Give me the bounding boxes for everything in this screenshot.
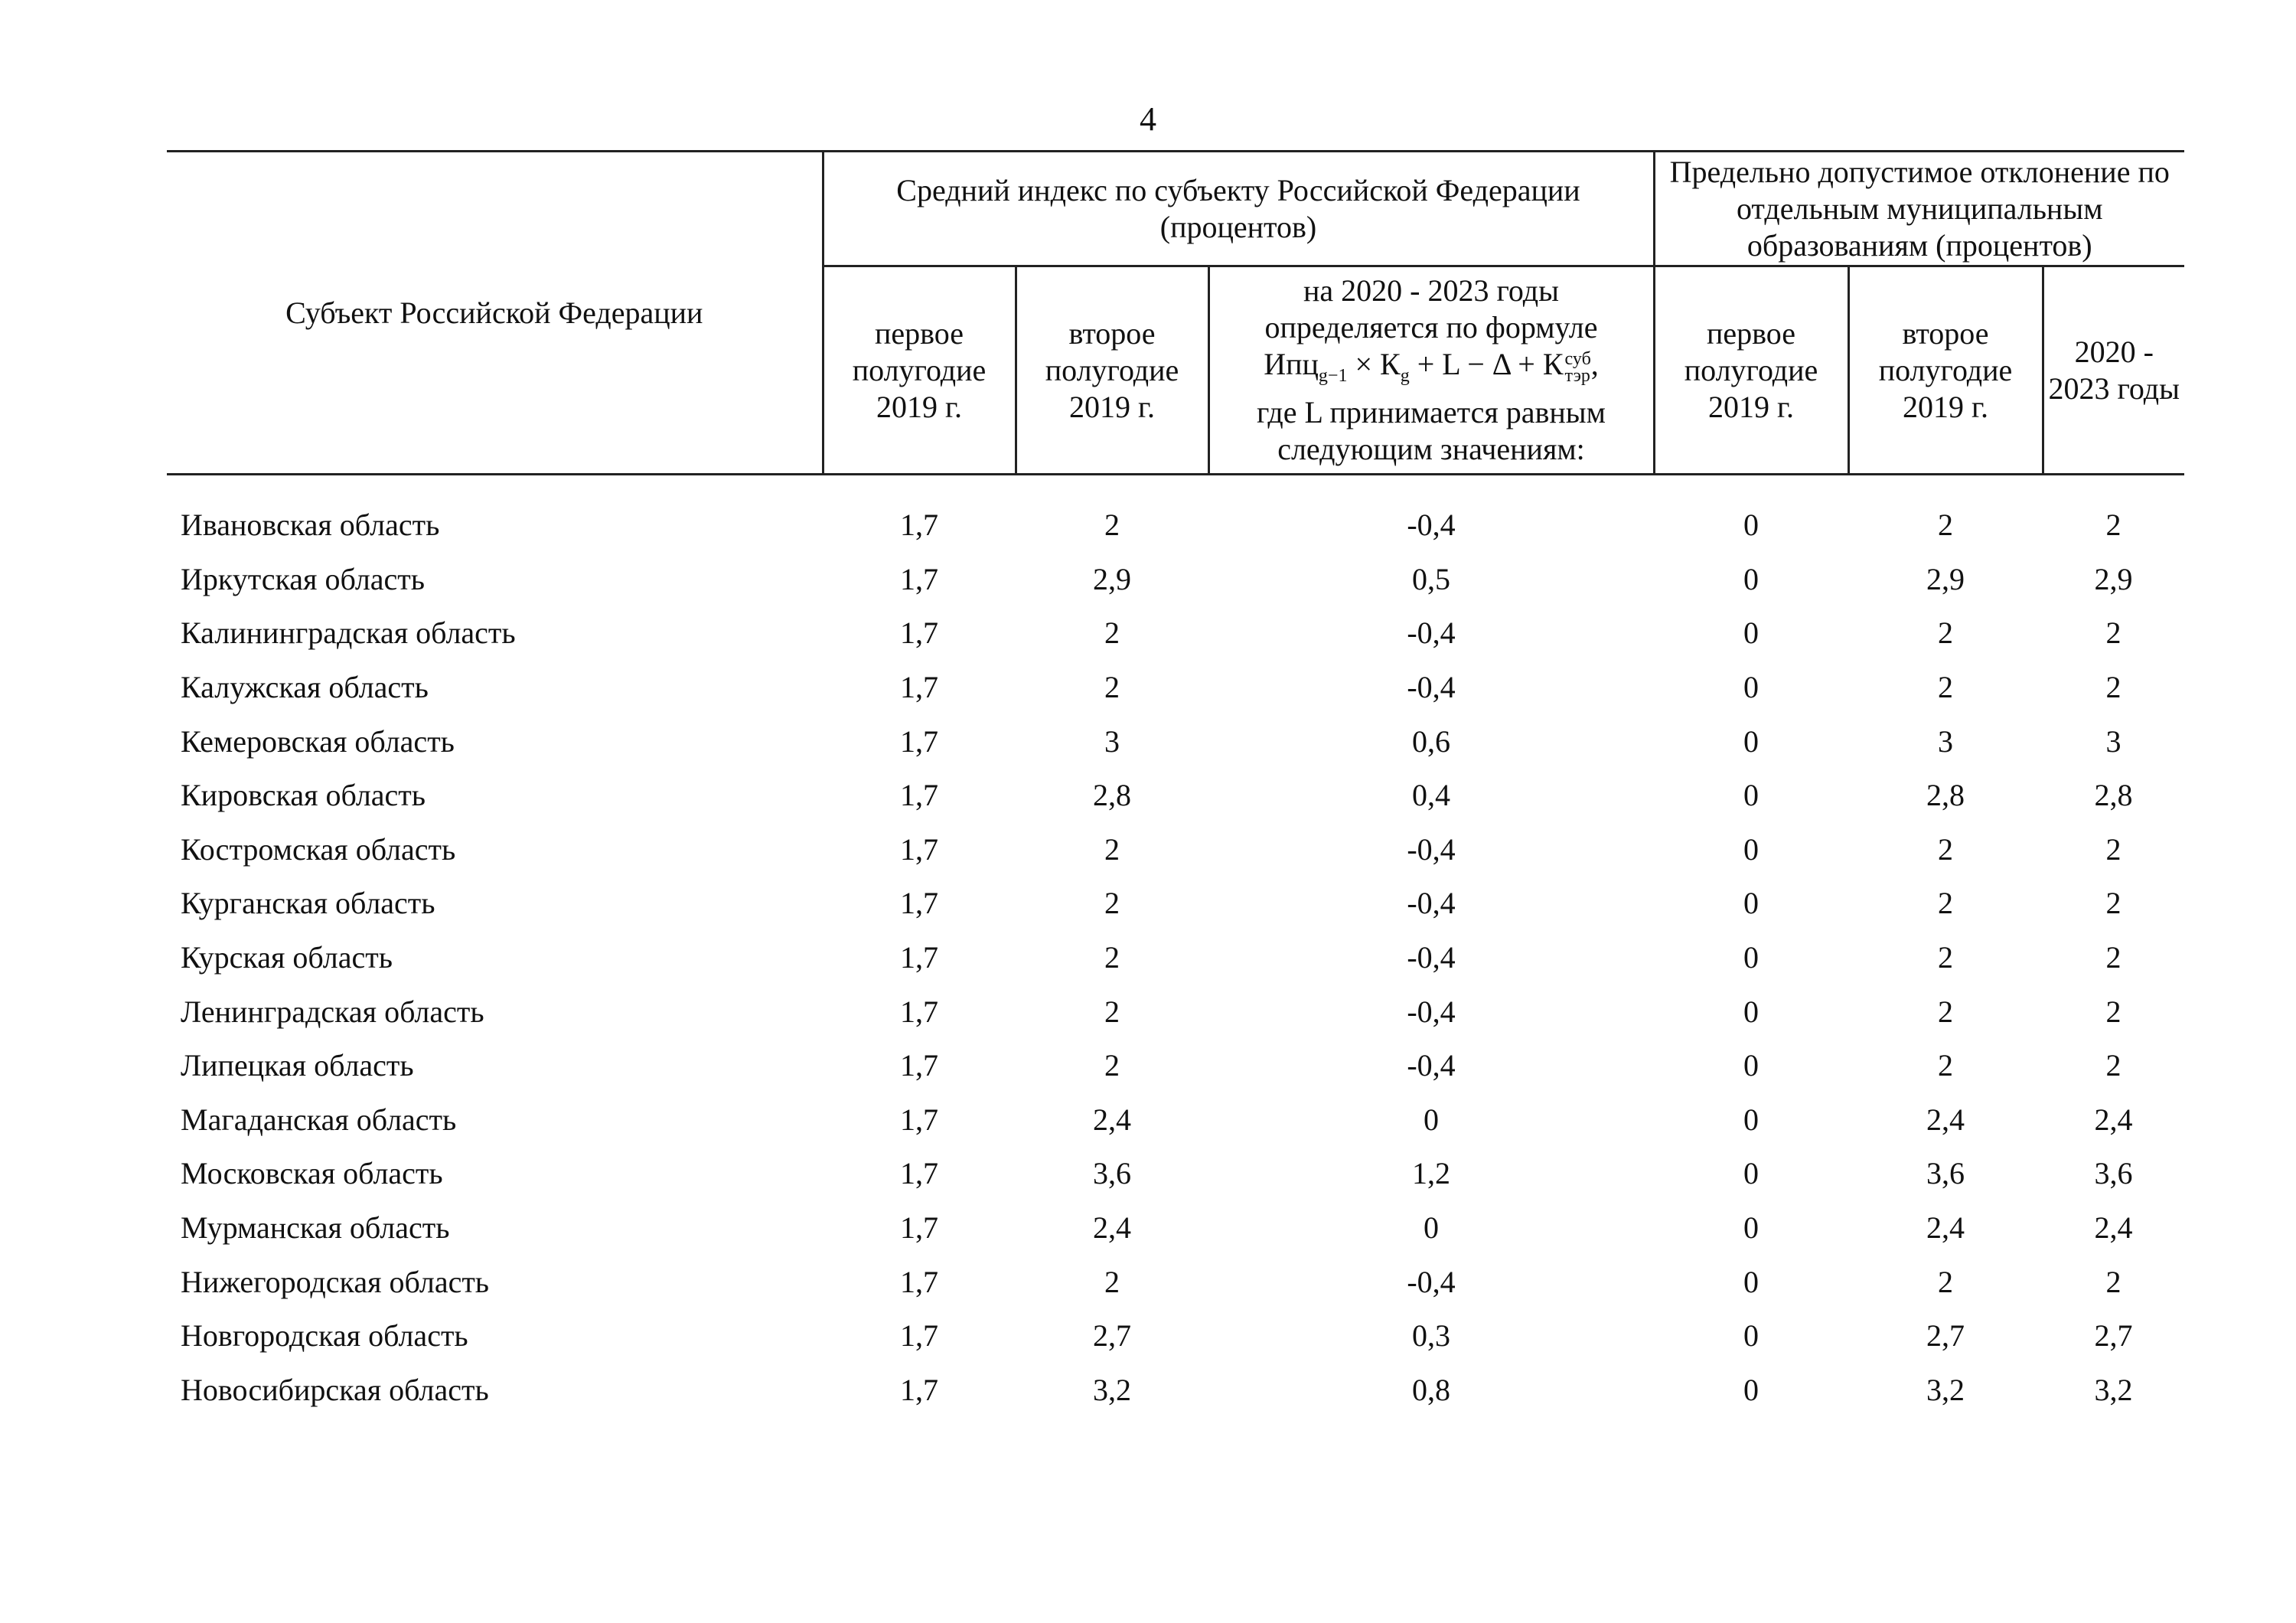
value-deviation-second-half: 2,9 bbox=[1926, 561, 1965, 596]
table-header bbox=[167, 152, 2184, 475]
value-deviation-first-half: 0 bbox=[1743, 1264, 1759, 1299]
table-row bbox=[167, 1039, 2184, 1093]
value-deviation-first-half: 0 bbox=[1743, 1156, 1759, 1191]
value-second-half-2019: 2 bbox=[1104, 1048, 1120, 1083]
formula-k-superscript: суб bbox=[1564, 348, 1591, 369]
value-deviation-2020-2023: 2 bbox=[2105, 616, 2122, 651]
value-first-half-2019: 1,7 bbox=[900, 886, 938, 921]
formula-line-3: где L принимается равным bbox=[1257, 395, 1606, 429]
formula-line-4: следующим значениям: bbox=[1277, 432, 1585, 466]
value-L: -0,4 bbox=[1407, 940, 1456, 975]
region-name: Калужская область bbox=[181, 670, 429, 705]
value-deviation-first-half: 0 bbox=[1743, 940, 1759, 975]
region-name: Липецкая область bbox=[181, 1048, 414, 1083]
value-deviation-first-half: 0 bbox=[1743, 1102, 1759, 1137]
region-name: Ленинградская область bbox=[181, 994, 484, 1029]
value-second-half-2019: 2 bbox=[1104, 994, 1120, 1029]
table-row bbox=[167, 985, 2184, 1039]
value-deviation-second-half: 2 bbox=[1938, 616, 1953, 651]
value-deviation-first-half: 0 bbox=[1743, 670, 1759, 705]
table-row bbox=[167, 769, 2184, 823]
value-deviation-second-half: 2,8 bbox=[1926, 778, 1965, 813]
value-deviation-second-half: 2 bbox=[1938, 508, 1953, 543]
value-second-half-2019: 2 bbox=[1104, 831, 1120, 867]
table-row bbox=[167, 1309, 2184, 1363]
value-deviation-2020-2023: 2,4 bbox=[2094, 1210, 2133, 1246]
value-L: -0,4 bbox=[1407, 1048, 1456, 1083]
value-first-half-2019: 1,7 bbox=[900, 1318, 938, 1354]
value-deviation-first-half: 0 bbox=[1743, 616, 1759, 651]
formula-line-2: определяется по формуле bbox=[1264, 310, 1598, 345]
value-deviation-2020-2023: 2 bbox=[2105, 670, 2122, 705]
region-name: Новгородская область bbox=[181, 1318, 468, 1354]
value-deviation-2020-2023: 2 bbox=[2105, 994, 2122, 1029]
col-second-half-2019: второе полугодие 2019 г. bbox=[1016, 266, 1208, 475]
value-L: -0,4 bbox=[1407, 886, 1456, 921]
value-first-half-2019: 1,7 bbox=[900, 1264, 938, 1299]
value-deviation-first-half: 0 bbox=[1743, 886, 1759, 921]
region-name: Ивановская область bbox=[181, 508, 440, 543]
table-row bbox=[167, 1201, 2184, 1256]
region-name: Магаданская область bbox=[181, 1102, 457, 1137]
value-L: -0,4 bbox=[1407, 616, 1456, 651]
value-first-half-2019: 1,7 bbox=[900, 616, 938, 651]
value-deviation-second-half: 3 bbox=[1938, 723, 1953, 759]
value-first-half-2019: 1,7 bbox=[900, 1156, 938, 1191]
value-deviation-2020-2023: 2,4 bbox=[2094, 1102, 2133, 1137]
value-second-half-2019: 2 bbox=[1104, 940, 1120, 975]
value-L: -0,4 bbox=[1407, 670, 1456, 705]
value-deviation-second-half: 2 bbox=[1938, 670, 1953, 705]
formula-line-1: на 2020 - 2023 годы bbox=[1303, 273, 1559, 308]
table-row bbox=[167, 498, 2184, 553]
region-name: Кировская область bbox=[181, 778, 426, 813]
region-name: Костромская область bbox=[181, 831, 456, 867]
value-first-half-2019: 1,7 bbox=[900, 670, 938, 705]
formula-middle: + L − Δ + К bbox=[1409, 347, 1564, 381]
formula-end: , bbox=[1590, 347, 1599, 381]
formula-times-k: × К bbox=[1347, 347, 1401, 381]
value-second-half-2019: 3,6 bbox=[1093, 1156, 1131, 1191]
value-deviation-2020-2023: 2,9 bbox=[2094, 561, 2133, 596]
value-deviation-second-half: 2 bbox=[1938, 994, 1953, 1029]
value-deviation-second-half: 2 bbox=[1938, 831, 1953, 867]
region-name: Калининградская область bbox=[181, 616, 516, 651]
value-first-half-2019: 1,7 bbox=[900, 831, 938, 867]
value-deviation-second-half: 2,4 bbox=[1926, 1102, 1965, 1137]
value-deviation-second-half: 3,6 bbox=[1926, 1156, 1965, 1191]
average-index-group-header: Средний индекс по субъекту Российской Федерации (процентов) bbox=[823, 152, 1654, 266]
value-deviation-second-half: 2 bbox=[1938, 1264, 1953, 1299]
value-L: -0,4 bbox=[1407, 1264, 1456, 1299]
value-first-half-2019: 1,7 bbox=[900, 723, 938, 759]
table-row bbox=[167, 823, 2184, 877]
value-L: 1,2 bbox=[1412, 1156, 1450, 1191]
formula-kg-subscript: g bbox=[1400, 366, 1410, 386]
table-body bbox=[167, 475, 2184, 1418]
value-deviation-second-half: 2 bbox=[1938, 940, 1953, 975]
value-deviation-second-half: 2,7 bbox=[1926, 1318, 1965, 1354]
table-row bbox=[167, 661, 2184, 715]
value-deviation-first-half: 0 bbox=[1743, 1210, 1759, 1246]
value-second-half-2019: 2,4 bbox=[1093, 1102, 1131, 1137]
value-deviation-2020-2023: 3 bbox=[2105, 723, 2122, 759]
value-deviation-2020-2023: 2,7 bbox=[2094, 1318, 2133, 1354]
region-name: Кемеровская область bbox=[181, 723, 455, 759]
max-deviation-group-header: Предельно допустимое отклонение по отдельным муниципальным образованиям (процентов) bbox=[1654, 152, 2184, 266]
formula-k-indices bbox=[1564, 348, 1591, 386]
value-L: 0 bbox=[1424, 1210, 1439, 1246]
value-first-half-2019: 1,7 bbox=[900, 1102, 938, 1137]
value-first-half-2019: 1,7 bbox=[900, 561, 938, 596]
col-deviation-first-half-2019: первое полугодие 2019 г. bbox=[1654, 266, 1848, 475]
region-name: Московская область bbox=[181, 1156, 443, 1191]
index-table bbox=[167, 150, 2184, 1417]
value-deviation-second-half: 2 bbox=[1938, 1048, 1953, 1083]
col-deviation-2020-2023: 2020 - 2023 годы bbox=[2043, 266, 2184, 475]
value-L: -0,4 bbox=[1407, 831, 1456, 867]
table-row bbox=[167, 714, 2184, 769]
value-deviation-first-half: 0 bbox=[1743, 1048, 1759, 1083]
value-second-half-2019: 2 bbox=[1104, 1264, 1120, 1299]
value-deviation-first-half: 0 bbox=[1743, 1318, 1759, 1354]
value-second-half-2019: 3 bbox=[1104, 723, 1120, 759]
value-second-half-2019: 2,8 bbox=[1093, 778, 1131, 813]
col-deviation-second-half-2019: второе полугодие 2019 г. bbox=[1848, 266, 2043, 475]
value-deviation-2020-2023: 2 bbox=[2105, 1264, 2122, 1299]
table-row bbox=[167, 1093, 2184, 1148]
value-deviation-2020-2023: 2 bbox=[2105, 508, 2122, 543]
value-first-half-2019: 1,7 bbox=[900, 778, 938, 813]
value-second-half-2019: 2 bbox=[1104, 886, 1120, 921]
value-deviation-first-half: 0 bbox=[1743, 723, 1759, 759]
value-L: 0 bbox=[1424, 1102, 1439, 1137]
value-deviation-2020-2023: 2 bbox=[2105, 940, 2122, 975]
value-deviation-second-half: 2 bbox=[1938, 886, 1953, 921]
value-L: 0,3 bbox=[1412, 1318, 1450, 1354]
value-second-half-2019: 2,9 bbox=[1093, 561, 1131, 596]
value-first-half-2019: 1,7 bbox=[900, 1210, 938, 1246]
region-name: Новосибирская область bbox=[181, 1372, 489, 1407]
table-row bbox=[167, 877, 2184, 931]
value-first-half-2019: 1,7 bbox=[900, 508, 938, 543]
value-L: 0,5 bbox=[1412, 561, 1450, 596]
region-name: Курская область bbox=[181, 940, 393, 975]
value-first-half-2019: 1,7 bbox=[900, 940, 938, 975]
value-second-half-2019: 2 bbox=[1104, 616, 1120, 651]
value-deviation-first-half: 0 bbox=[1743, 1372, 1759, 1407]
value-first-half-2019: 1,7 bbox=[900, 994, 938, 1029]
formula-ipc-subscript: g−1 bbox=[1318, 366, 1348, 386]
value-deviation-2020-2023: 3,6 bbox=[2094, 1156, 2133, 1191]
formula-k-subscript: тэр bbox=[1564, 365, 1590, 386]
value-L: 0,4 bbox=[1412, 778, 1450, 813]
value-second-half-2019: 2,7 bbox=[1093, 1318, 1131, 1354]
value-deviation-second-half: 2,4 bbox=[1926, 1210, 1965, 1246]
value-deviation-2020-2023: 3,2 bbox=[2094, 1372, 2133, 1407]
subject-column-header: Субъект Российской Федерации bbox=[167, 152, 823, 475]
table-row bbox=[167, 553, 2184, 607]
value-second-half-2019: 3,2 bbox=[1093, 1372, 1131, 1407]
value-deviation-second-half: 3,2 bbox=[1926, 1372, 1965, 1407]
region-name: Иркутская область bbox=[181, 561, 426, 596]
value-deviation-first-half: 0 bbox=[1743, 561, 1759, 596]
region-name: Нижегородская область bbox=[181, 1264, 490, 1299]
formula-expression bbox=[1215, 346, 1649, 394]
value-deviation-first-half: 0 bbox=[1743, 831, 1759, 867]
value-deviation-2020-2023: 2 bbox=[2105, 886, 2122, 921]
value-second-half-2019: 2 bbox=[1104, 670, 1120, 705]
value-first-half-2019: 1,7 bbox=[900, 1048, 938, 1083]
value-deviation-first-half: 0 bbox=[1743, 778, 1759, 813]
region-name: Курганская область bbox=[181, 886, 435, 921]
col-first-half-2019: первое полугодие 2019 г. bbox=[823, 266, 1016, 475]
value-first-half-2019: 1,7 bbox=[900, 1372, 938, 1407]
value-L: -0,4 bbox=[1407, 508, 1456, 543]
formula-ipc: Ипц bbox=[1264, 347, 1319, 381]
value-L: -0,4 bbox=[1407, 994, 1456, 1029]
value-deviation-first-half: 0 bbox=[1743, 994, 1759, 1029]
region-name: Мурманская область bbox=[181, 1210, 450, 1246]
table-row bbox=[167, 1363, 2184, 1418]
value-L: 0,6 bbox=[1412, 723, 1450, 759]
value-second-half-2019: 2 bbox=[1104, 508, 1120, 543]
value-deviation-2020-2023: 2 bbox=[2105, 1048, 2122, 1083]
table-row bbox=[167, 606, 2184, 661]
table-row bbox=[167, 1255, 2184, 1309]
table-row bbox=[167, 931, 2184, 985]
col-formula-header bbox=[1208, 266, 1654, 475]
value-second-half-2019: 2,4 bbox=[1093, 1210, 1131, 1246]
value-deviation-2020-2023: 2,8 bbox=[2094, 778, 2133, 813]
table-row bbox=[167, 1147, 2184, 1201]
page-number: 4 bbox=[1140, 100, 1156, 138]
value-L: 0,8 bbox=[1412, 1372, 1450, 1407]
value-deviation-2020-2023: 2 bbox=[2105, 831, 2122, 867]
value-deviation-first-half: 0 bbox=[1743, 508, 1759, 543]
